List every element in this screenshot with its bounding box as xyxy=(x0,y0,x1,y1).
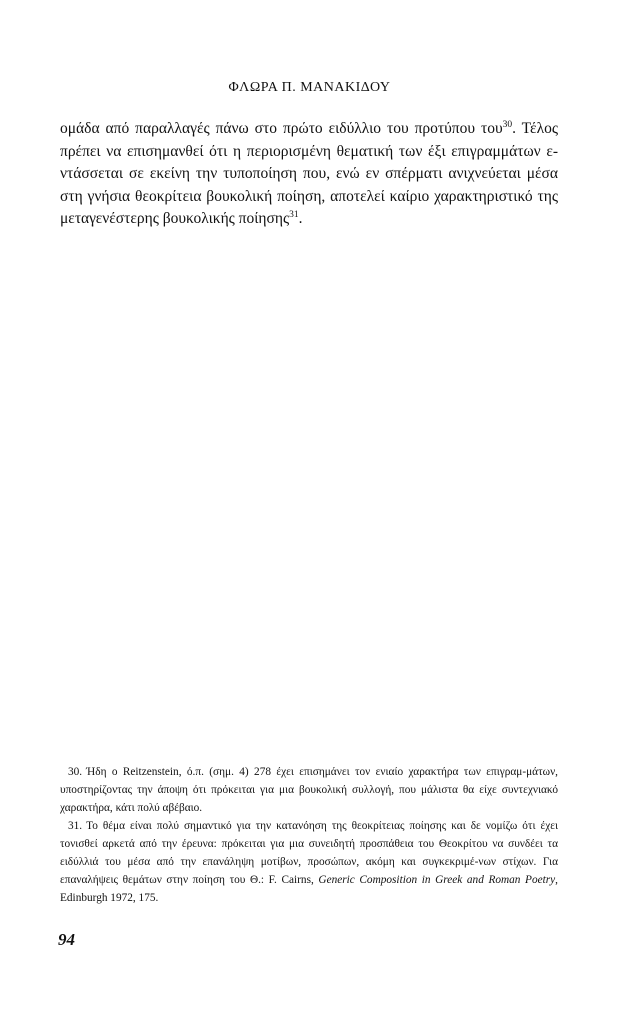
footnote-30 xyxy=(60,763,558,817)
footnotes-section xyxy=(60,763,558,907)
running-head: ΦΛΩΡΑ Π. ΜΑΝΑΚΙΔΟΥ xyxy=(228,80,391,95)
footnote-text: Το θέμα είναι πολύ σημαντικό για την κατανόηση της θεοκρίτειας ποίησης και δε νομίζω ότι έχει τονισθεί αρκετά από την έρευνα: πρόκειται για μια συνειδητή προσπάθεια του Θεοκρίτου να συνδέει τα ειδύλλιά του μέσα από την επανάληψη μοτίβων, προσώπων, ακόμη και συγκεκριμέ-νων στίχων. Για επαναλήψεις θεμάτων στην ποίηση του Θ.: F. Cairns, xyxy=(60,820,558,886)
paragraph-text-part1: ομάδα από παραλλαγές πάνω στο πρώτο ειδύλλιο του προτύπου του xyxy=(60,120,503,137)
footnote-number: 30. xyxy=(68,766,83,778)
footnote-text: Ήδη ο Reitzenstein, ό.π. (σημ. 4) 278 έχει επισημάνει τον ενιαίο χαρακτήρα των επιγραμ-μάτων, υποστηρίζοντας την άποψη ότι πρόκειται για μια βουκολική συλλογή, που μάλιστα θα είχε συντεχνιακό χαρακτήρα, κάτι πολύ αβέβαιο. xyxy=(60,766,558,814)
footnote-31 xyxy=(60,817,558,907)
footnote-text-end: , Edinburgh 1972, 175. xyxy=(60,874,558,904)
paragraph-text-part3: . xyxy=(298,210,303,227)
footnote-number: 31. xyxy=(68,820,83,832)
body-paragraph xyxy=(60,118,558,231)
paragraph-1 xyxy=(60,118,558,231)
paragraph-text-part2: . Τέλος πρέπει να επισημανθεί ότι η περιορισμένη θεματική των έξι επιγραμμάτων ε-ντάσσεται σε εκείνη την τυποποίηση που, ενώ εν σπέρματι ανιχνεύεται μέσα στη γνήσια θεοκρίτεια βουκολική ποίηση, αποτελεί καίριο χαρακτηριστικό της μεταγενέστερης βουκολικής ποίησης xyxy=(60,120,558,227)
cited-work-title: Generic Composition in Greek and Roman Poetry xyxy=(318,874,556,886)
footnote-ref-30[interactable]: 30 xyxy=(502,119,513,130)
page-number: 94 xyxy=(58,930,75,949)
footnote-ref-31[interactable]: 31 xyxy=(289,209,299,220)
